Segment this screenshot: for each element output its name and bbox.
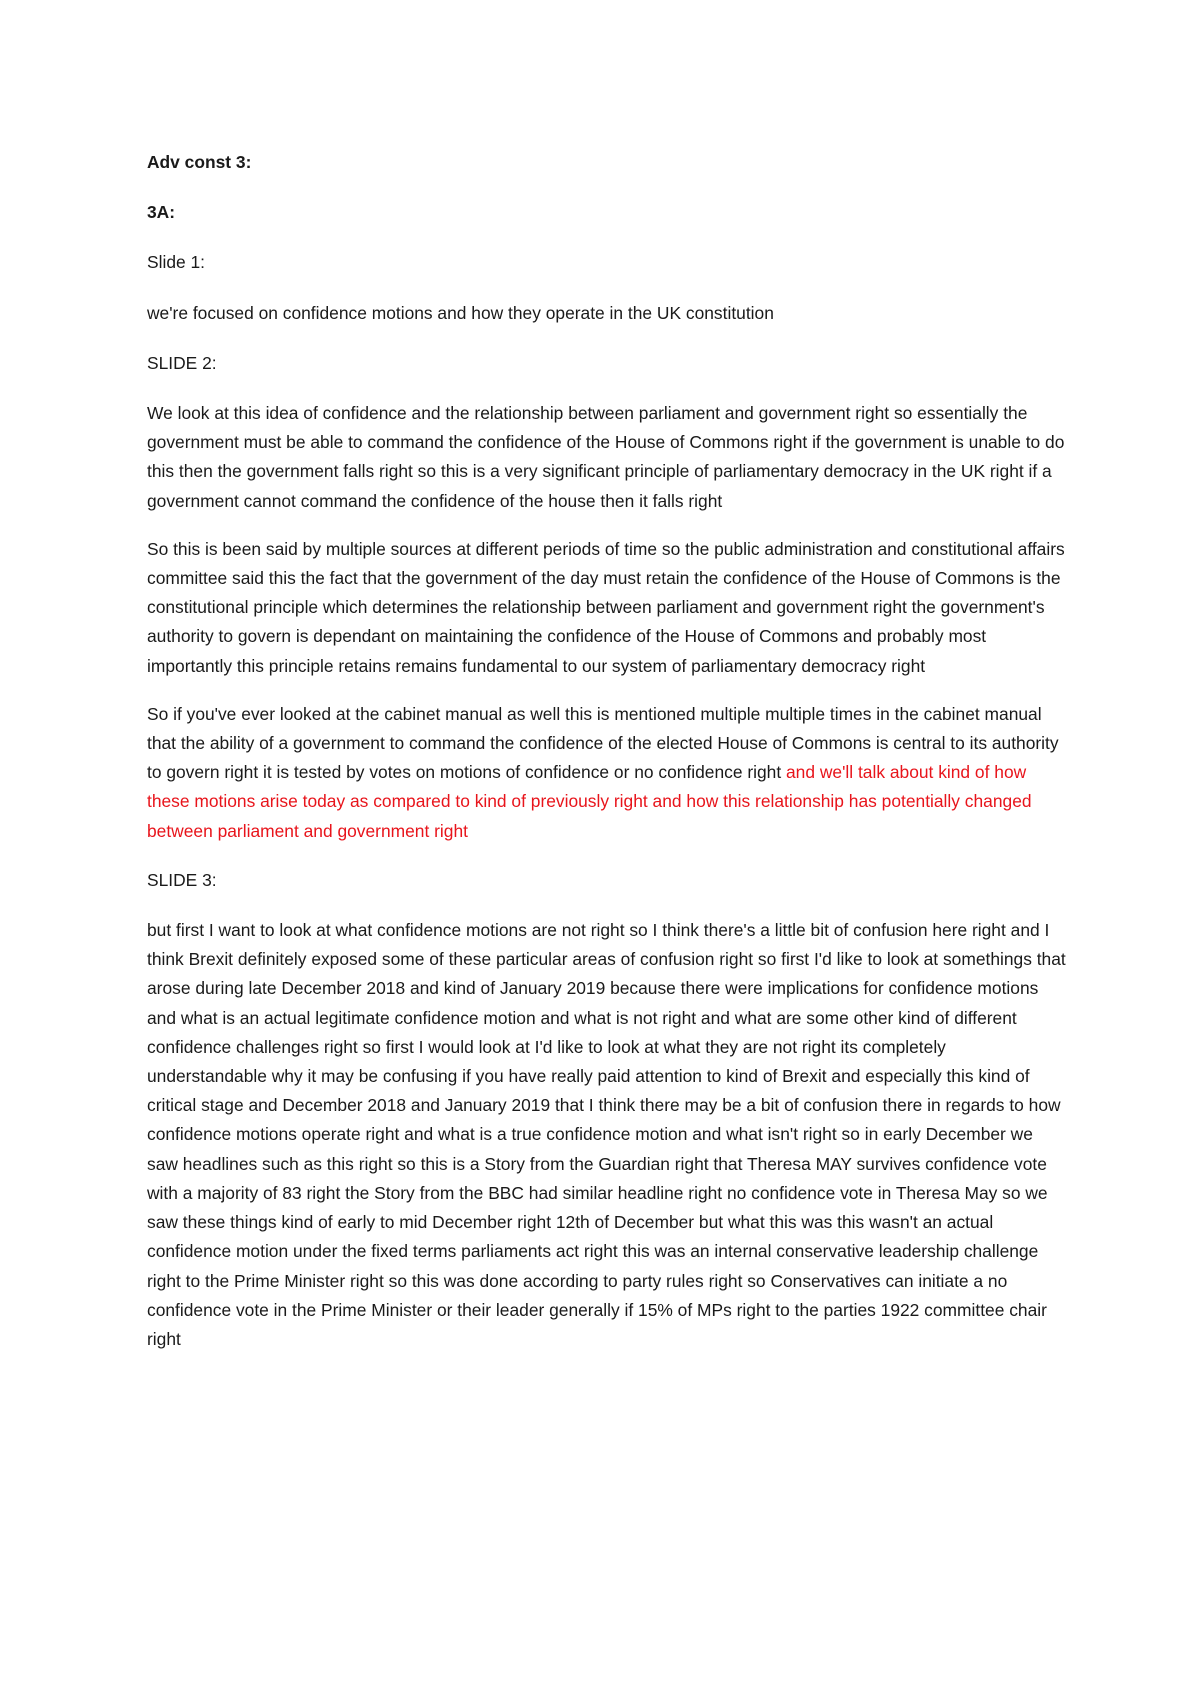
slide-2-paragraph-3-text: So if you've ever looked at the cabinet manual as well this is mentioned multiple multiple times in the cabinet manual that the ability of a government to command the confidence of the elected House of Commons is central to its authority to govern right it is tested by votes on motions of confidence or no confidence right (147, 703, 1059, 783)
slide-3-label: SLIDE 3: (147, 869, 217, 890)
section-heading: 3A: (147, 202, 176, 223)
slide-2-paragraph-2: So this is been said by multiple sources at different periods of time so the public administration and constitutional affairs committee said this the fact that the government of the day must retain the confidence of the House of Commons is the constitutional principle which determines the relationship between parliament and government right the government's authority to govern is dependant on maintaining the confidence of the House of Commons and probably most importantly this principle retains remains fundamental to our system of parliamentary democracy right (147, 538, 1065, 676)
slide-1-label: Slide 1: (147, 252, 206, 273)
document-page (147, 148, 1067, 1354)
highlighted-text: and we'll talk about kind of how these motions arise today as compared to kind of previously right and how this relationship has potentially changed between parliament and government right (147, 762, 1032, 841)
slide-3-paragraph-1: but first I want to look at what confidence motions are not right so I think there's a little bit of confusion here right and I think Brexit definitely exposed some of these particular areas of confusion right so first I'd like to look at somethings that arose during late December 2018 and kind of January 2019 because there were implications for confidence motions and what is an actual legitimate confidence motion and what is not right and what are some other kind of different confidence challenges right so first I would look at I'd like to look at what they are not right its completely understandable why it may be confusing if you have really paid attention to kind of Brexit and especially this kind of critical stage and December 2018 and January 2019 that I think there may be a bit of confusion there in regards to how confidence motions operate right and what is a true confidence motion and what isn't right so in early December we saw headlines such as this right so this is a Story from the Guardian right that Theresa MAY survives confidence vote with a majority of 83 right the Story from the BBC had similar headline right no confidence vote in Theresa May so we saw these things kind of early to mid December right 12th of December but what this was this wasn't an actual confidence motion under the fixed terms parliaments act right this was an internal conservative leadership challenge right to the Prime Minister right so this was done according to party rules right so Conservatives can initiate a no confidence vote in the Prime Minister or their leader generally if 15% of MPs right to the parties 1922 committee chair right (147, 920, 1066, 1349)
slide-2-paragraph-1: We look at this idea of confidence and the relationship between parliament and government right so essentially the government must be able to command the confidence of the House of Commons right if the government is unable to do this then the government falls right so this is a very significant principle of parliamentary democracy in the UK right if a government cannot command the confidence of the house then it falls right (147, 403, 1065, 511)
slide-2-label: SLIDE 2: (147, 352, 217, 373)
document-title: Adv const 3: (147, 152, 252, 172)
slide-2-paragraph-3 (147, 700, 1067, 846)
slide-1-text: we're focused on confidence motions and how they operate in the UK constitution (147, 302, 774, 323)
